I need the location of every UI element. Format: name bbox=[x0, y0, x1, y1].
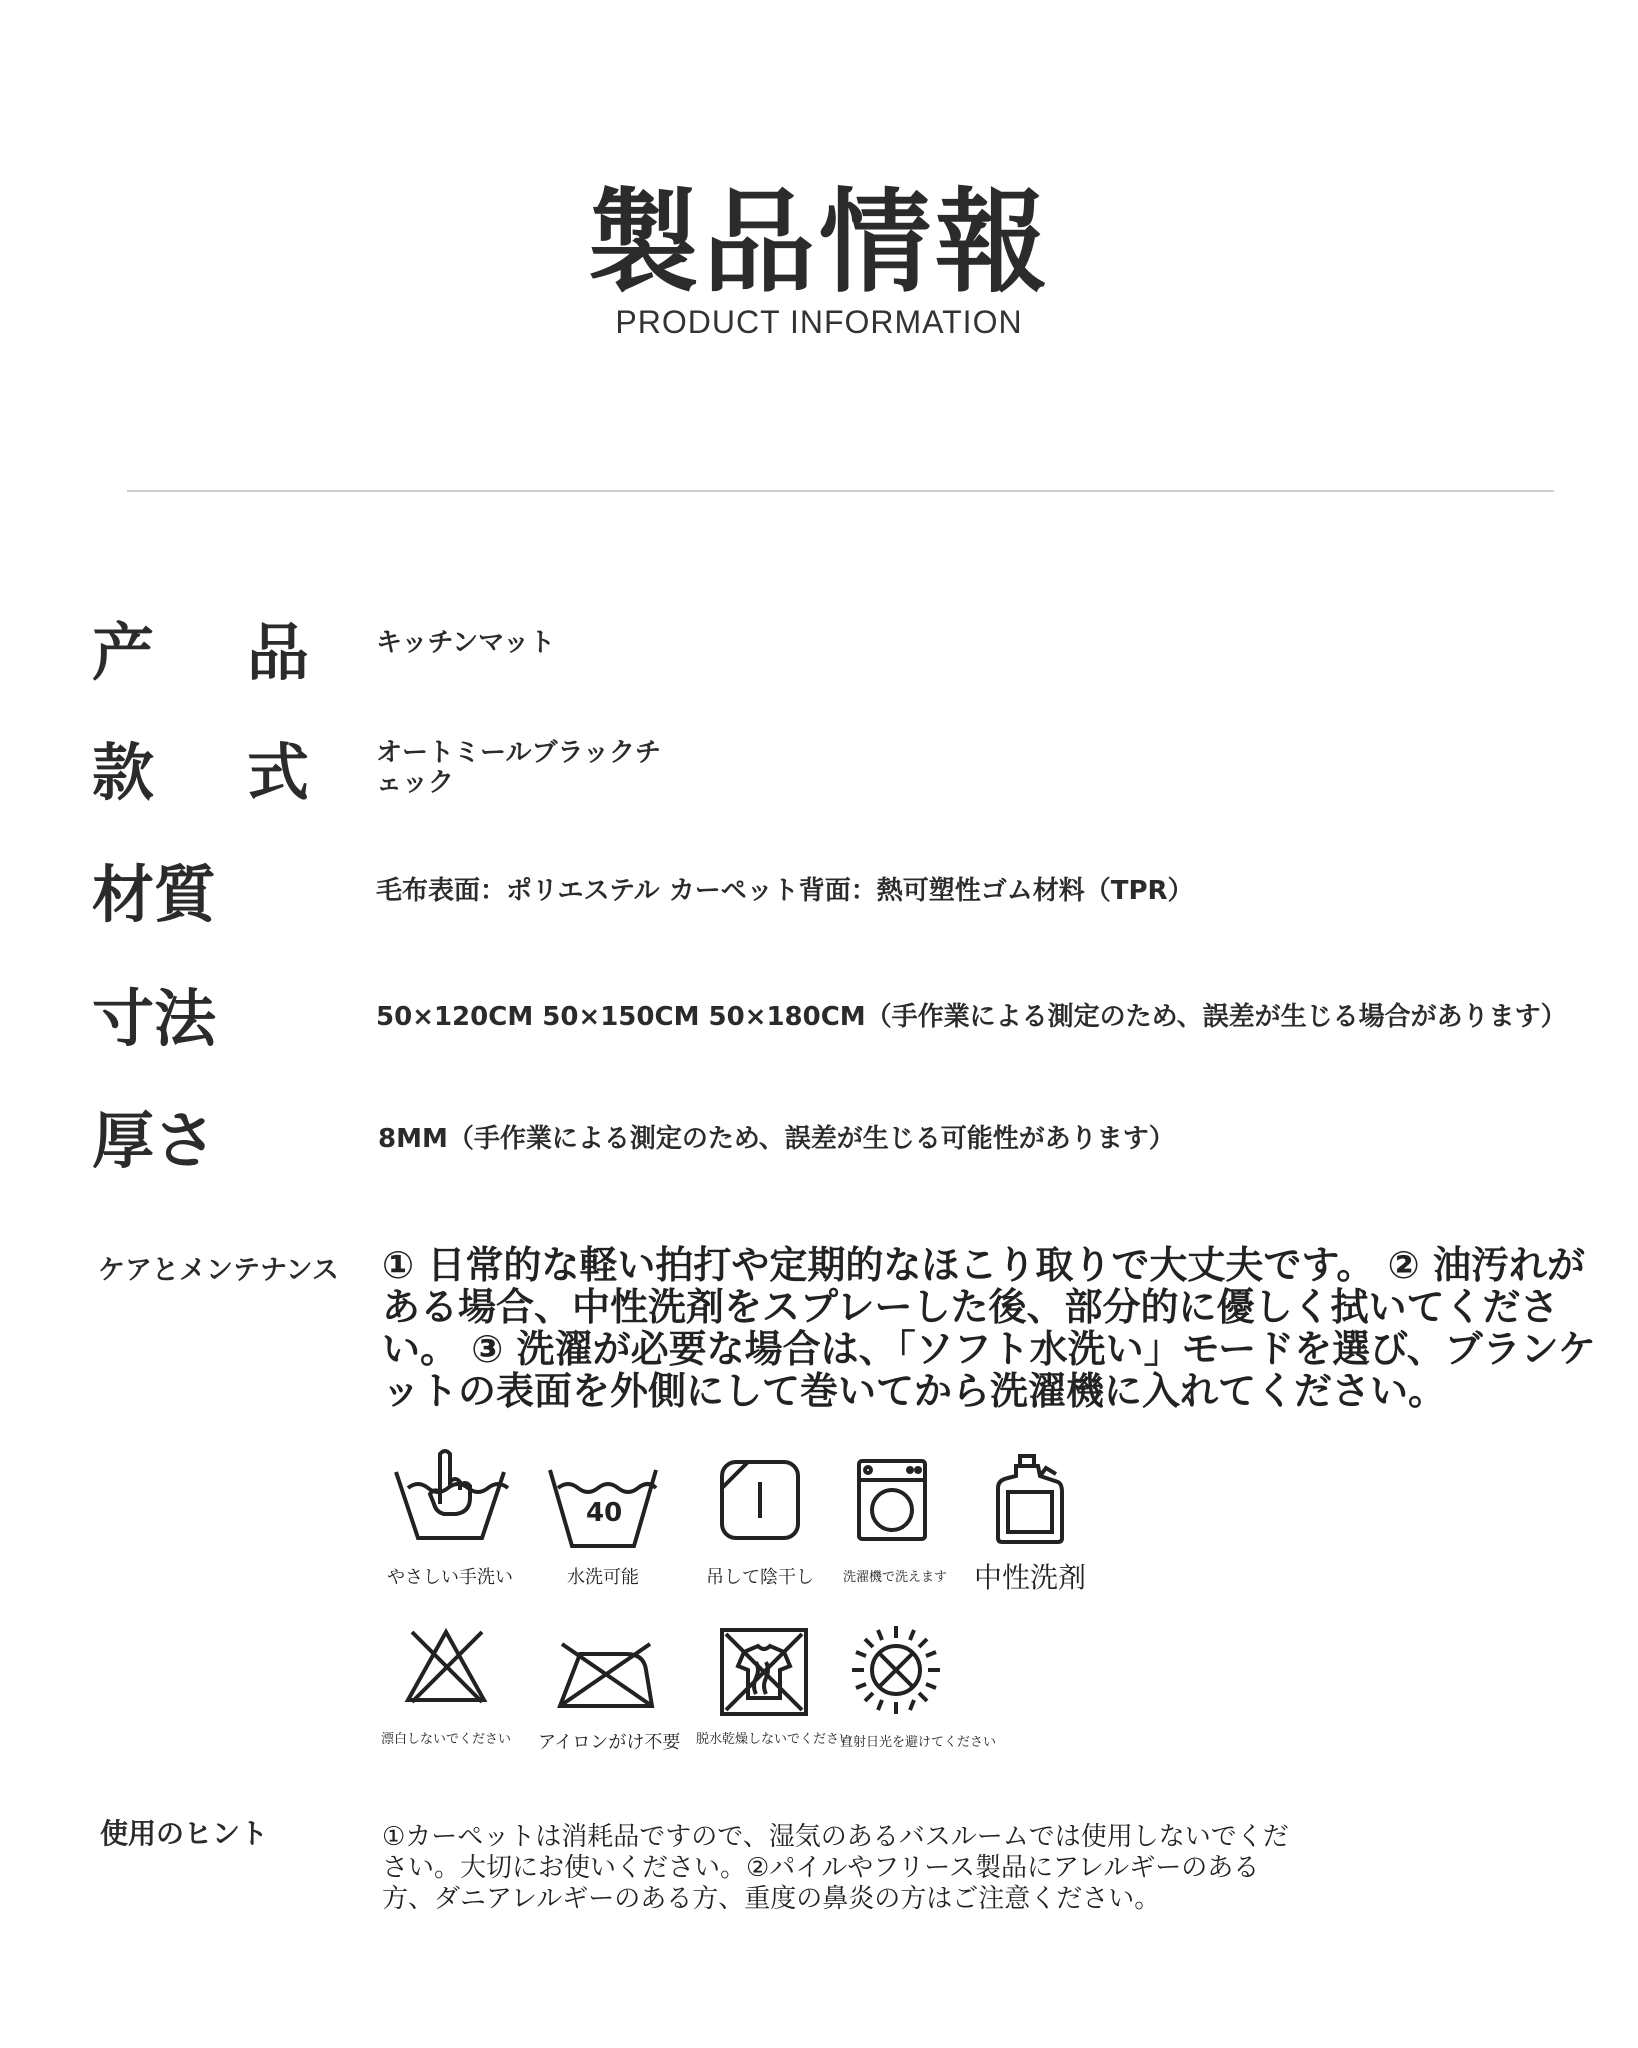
washing-machine-caption: 洗濯機で洗えます bbox=[842, 1570, 947, 1585]
no-iron-caption: アイロンがけ不要 bbox=[538, 1732, 681, 1753]
size-label: 寸法 bbox=[92, 982, 217, 1055]
thickness-value: 8MM（手作業による測定のため、誤差が生じる可能性があります） bbox=[378, 1124, 1175, 1154]
avoid-sunlight-icon bbox=[848, 1622, 944, 1718]
page-title: 製品情報 bbox=[587, 178, 1051, 308]
avoid-sunlight-caption: 直射日光を避けてください bbox=[840, 1735, 997, 1750]
hang-dry-shade-icon bbox=[718, 1458, 802, 1542]
material-value: 毛布表面：ポリエステル カーペット背面：熱可塑性ゴム材料（TPR） bbox=[376, 876, 1194, 906]
product-label-char-2: 品 bbox=[247, 616, 310, 689]
page-subtitle: PRODUCT INFORMATION bbox=[615, 304, 1023, 340]
wash-40-caption: 水洗可能 bbox=[567, 1567, 639, 1588]
product-value: キッチンマット bbox=[376, 628, 556, 658]
hints-text: ①カーペットは消耗品ですので、湿気のあるバスルームでは使用しないでください。大切にお使いください。②パイルやフリース製品にアレルギーのある方、ダニアレルギーのある方、重度の鼻炎の方はご注意ください。 bbox=[382, 1822, 1289, 1914]
hints-label: 使用のヒント bbox=[100, 1817, 269, 1850]
header-divider bbox=[127, 490, 1554, 492]
style-label-char-2: 式 bbox=[247, 736, 310, 809]
hang-dry-shade-caption: 吊して陰干し bbox=[706, 1567, 814, 1588]
wash-40-number: 40 bbox=[586, 1498, 623, 1528]
no-bleach-caption: 漂白しないでください bbox=[380, 1732, 511, 1747]
care-label: ケアとメンテナンス bbox=[98, 1255, 339, 1286]
hand-wash-icon bbox=[390, 1446, 510, 1546]
no-tumble-dry-icon bbox=[718, 1626, 810, 1718]
no-bleach-icon bbox=[404, 1626, 488, 1706]
no-tumble-dry-caption: 脱水乾燥しないでください bbox=[696, 1732, 853, 1747]
care-text: ① 日常的な軽い拍打や定期的なほこり取りで大丈夫です。 ② 油汚れがある場合、中性洗剤をスプレーした後、部分的に優しく拭いてください。 ③ 洗濯が必要な場合は、「ソフト水洗い」モードを選び、ブランケットの表面を外側にして巻いてから洗濯機に入れてください。 bbox=[382, 1243, 1596, 1413]
style-label-char-1: 款 bbox=[92, 736, 155, 809]
material-label: 材質 bbox=[92, 858, 217, 931]
thickness-label: 厚さ bbox=[92, 1104, 217, 1177]
detergent-caption: 中性洗剤 bbox=[973, 1561, 1086, 1594]
style-value: オートミールブラックチェック bbox=[376, 738, 661, 798]
washing-machine-icon bbox=[856, 1458, 928, 1542]
detergent-bottle-icon bbox=[994, 1452, 1066, 1544]
hand-wash-caption: やさしい手洗い bbox=[387, 1567, 513, 1588]
product-label-char-1: 产 bbox=[92, 616, 155, 689]
size-value: 50×120CM 50×150CM 50×180CM（手作業による測定のため、誤差が生じる場合があります） bbox=[376, 1002, 1567, 1032]
no-iron-icon bbox=[556, 1640, 656, 1710]
